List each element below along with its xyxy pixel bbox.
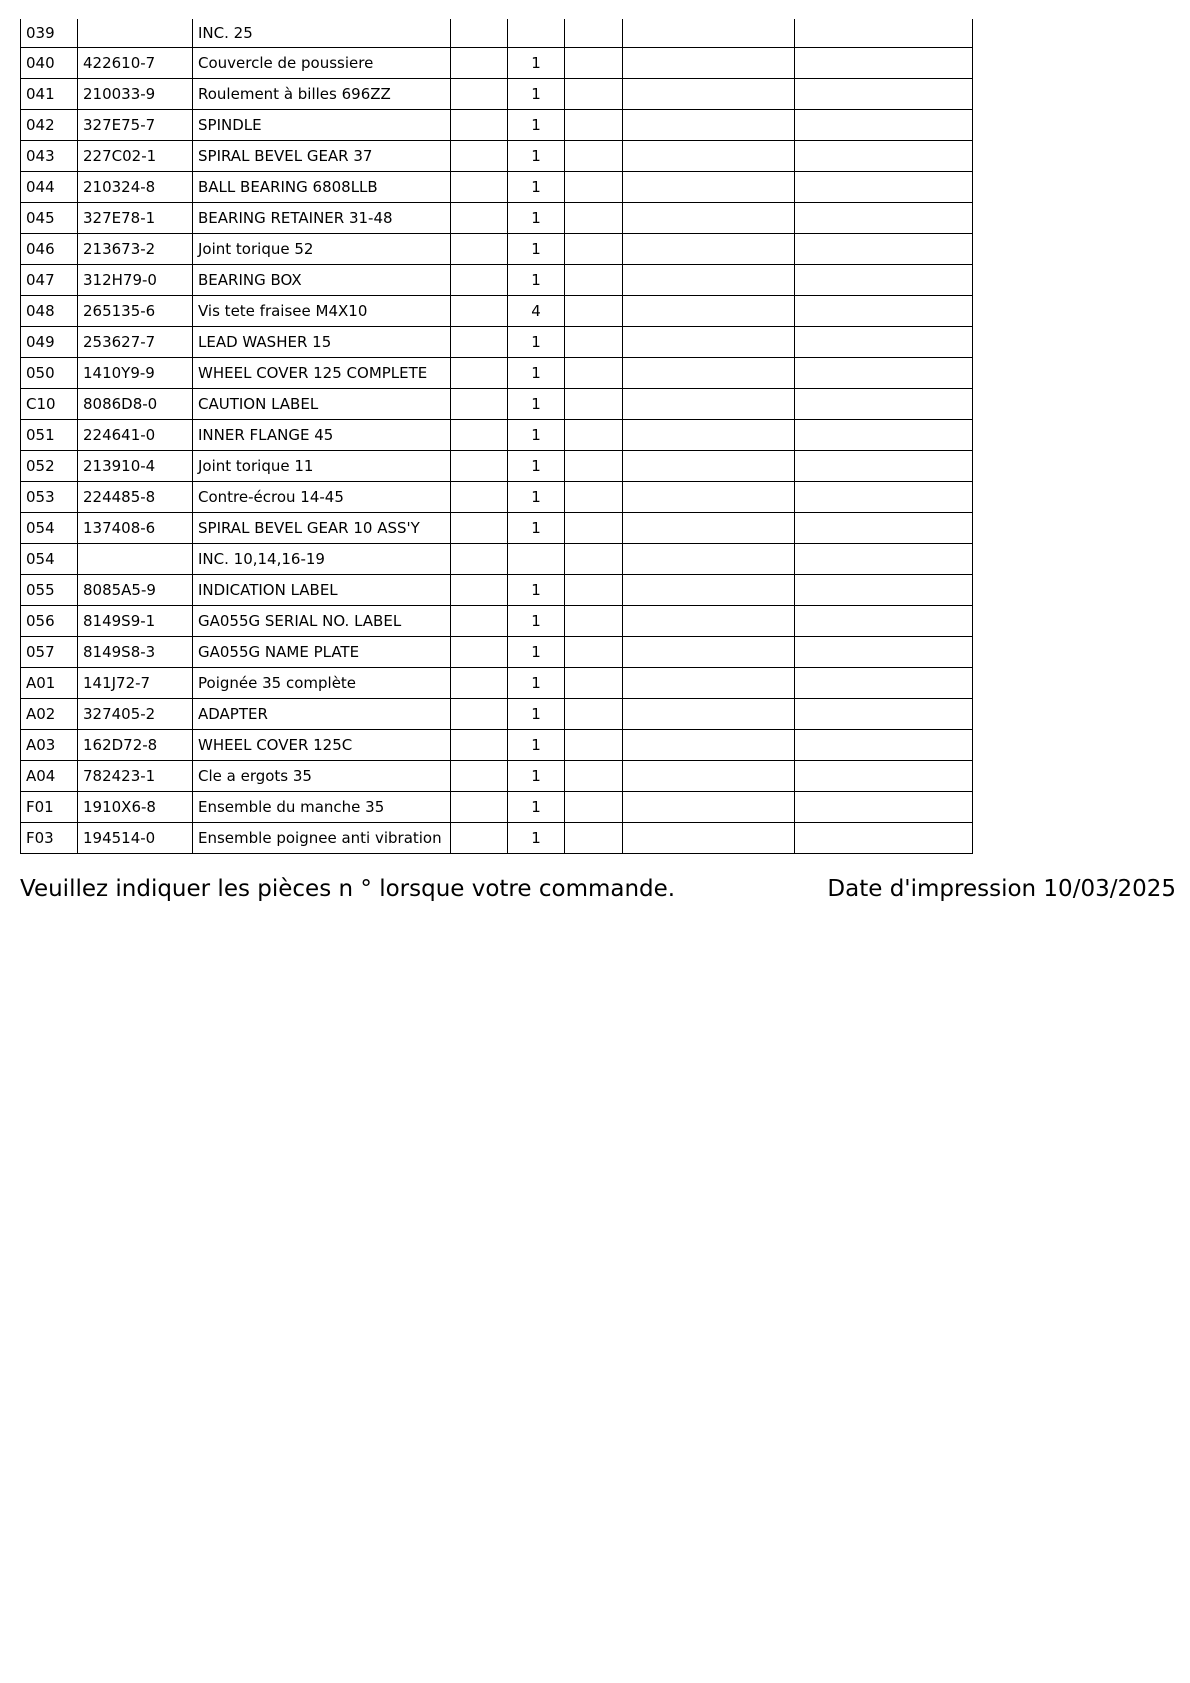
blank-cell xyxy=(565,760,623,791)
parts-table-body xyxy=(21,19,973,853)
blank-cell xyxy=(795,543,973,574)
quantity-cell: 1 xyxy=(508,357,565,388)
blank-cell xyxy=(623,171,795,202)
blank-cell xyxy=(795,791,973,822)
blank-cell xyxy=(795,760,973,791)
blank-cell xyxy=(623,47,795,78)
blank-cell xyxy=(795,47,973,78)
part-number-cell: 162D72-8 xyxy=(78,729,193,760)
blank-cell xyxy=(565,636,623,667)
table-row xyxy=(21,140,973,171)
parts-table xyxy=(20,19,973,854)
table-row xyxy=(21,109,973,140)
blank-cell xyxy=(623,264,795,295)
ref-cell: 042 xyxy=(21,109,78,140)
ref-cell: 056 xyxy=(21,605,78,636)
blank-cell xyxy=(623,78,795,109)
blank-cell xyxy=(565,140,623,171)
quantity-cell: 1 xyxy=(508,264,565,295)
description-cell: Ensemble poignee anti vibration xyxy=(193,822,451,853)
blank-cell xyxy=(623,729,795,760)
blank-cell xyxy=(451,295,508,326)
table-row xyxy=(21,419,973,450)
description-cell: Ensemble du manche 35 xyxy=(193,791,451,822)
description-cell: GA055G SERIAL NO. LABEL xyxy=(193,605,451,636)
table-row xyxy=(21,78,973,109)
blank-cell xyxy=(451,574,508,605)
blank-cell xyxy=(623,19,795,47)
description-cell: BEARING RETAINER 31-48 xyxy=(193,202,451,233)
table-row xyxy=(21,822,973,853)
description-cell: INDICATION LABEL xyxy=(193,574,451,605)
blank-cell xyxy=(565,233,623,264)
blank-cell xyxy=(451,78,508,109)
order-instruction-note: Veuillez indiquer les pièces n ° lorsque votre commande. xyxy=(20,876,676,902)
blank-cell xyxy=(565,357,623,388)
description-cell: Poignée 35 complète xyxy=(193,667,451,698)
blank-cell xyxy=(451,171,508,202)
part-number-cell: 210324-8 xyxy=(78,171,193,202)
part-number-cell: 137408-6 xyxy=(78,512,193,543)
description-cell: Joint torique 11 xyxy=(193,450,451,481)
blank-cell xyxy=(565,419,623,450)
blank-cell xyxy=(623,822,795,853)
blank-cell xyxy=(565,78,623,109)
blank-cell xyxy=(565,202,623,233)
blank-cell xyxy=(451,667,508,698)
blank-cell xyxy=(565,264,623,295)
blank-cell xyxy=(623,357,795,388)
blank-cell xyxy=(795,729,973,760)
blank-cell xyxy=(565,109,623,140)
table-row xyxy=(21,233,973,264)
part-number-cell: 194514-0 xyxy=(78,822,193,853)
part-number-cell: 327E78-1 xyxy=(78,202,193,233)
blank-cell xyxy=(451,636,508,667)
ref-cell: 055 xyxy=(21,574,78,605)
blank-cell xyxy=(795,140,973,171)
blank-cell xyxy=(565,698,623,729)
part-number-cell: 224641-0 xyxy=(78,419,193,450)
table-row xyxy=(21,667,973,698)
blank-cell xyxy=(565,729,623,760)
description-cell: ADAPTER xyxy=(193,698,451,729)
ref-cell: 049 xyxy=(21,326,78,357)
blank-cell xyxy=(623,636,795,667)
table-row xyxy=(21,47,973,78)
ref-cell: F03 xyxy=(21,822,78,853)
table-row xyxy=(21,698,973,729)
blank-cell xyxy=(795,109,973,140)
ref-cell: 054 xyxy=(21,543,78,574)
blank-cell xyxy=(565,574,623,605)
quantity-cell: 1 xyxy=(508,388,565,419)
blank-cell xyxy=(623,698,795,729)
part-number-cell: 327E75-7 xyxy=(78,109,193,140)
table-row xyxy=(21,388,973,419)
part-number-cell: 213673-2 xyxy=(78,233,193,264)
blank-cell xyxy=(565,543,623,574)
blank-cell xyxy=(451,450,508,481)
blank-cell xyxy=(565,450,623,481)
blank-cell xyxy=(795,233,973,264)
blank-cell xyxy=(451,264,508,295)
quantity-cell: 1 xyxy=(508,636,565,667)
blank-cell xyxy=(795,357,973,388)
ref-cell: 043 xyxy=(21,140,78,171)
blank-cell xyxy=(565,295,623,326)
blank-cell xyxy=(451,388,508,419)
quantity-cell: 1 xyxy=(508,233,565,264)
part-number-cell: 8149S9-1 xyxy=(78,605,193,636)
quantity-cell: 1 xyxy=(508,698,565,729)
ref-cell: 054 xyxy=(21,512,78,543)
blank-cell xyxy=(451,822,508,853)
blank-cell xyxy=(623,605,795,636)
blank-cell xyxy=(565,822,623,853)
description-cell: INC. 10,14,16-19 xyxy=(193,543,451,574)
blank-cell xyxy=(623,140,795,171)
table-row xyxy=(21,264,973,295)
blank-cell xyxy=(795,388,973,419)
table-row xyxy=(21,605,973,636)
blank-cell xyxy=(565,512,623,543)
print-date: Date d'impression 10/03/2025 xyxy=(827,876,1176,902)
description-cell: LEAD WASHER 15 xyxy=(193,326,451,357)
blank-cell xyxy=(623,574,795,605)
part-number-cell xyxy=(78,19,193,47)
blank-cell xyxy=(451,109,508,140)
quantity-cell: 1 xyxy=(508,171,565,202)
description-cell: BEARING BOX xyxy=(193,264,451,295)
ref-cell: F01 xyxy=(21,791,78,822)
blank-cell xyxy=(451,47,508,78)
quantity-cell xyxy=(508,19,565,47)
table-row xyxy=(21,326,973,357)
blank-cell xyxy=(565,791,623,822)
blank-cell xyxy=(795,667,973,698)
blank-cell xyxy=(795,19,973,47)
table-row xyxy=(21,481,973,512)
description-cell: SPIRAL BEVEL GEAR 37 xyxy=(193,140,451,171)
blank-cell xyxy=(451,233,508,264)
part-number-cell: 327405-2 xyxy=(78,698,193,729)
ref-cell: A01 xyxy=(21,667,78,698)
blank-cell xyxy=(451,481,508,512)
blank-cell xyxy=(451,19,508,47)
quantity-cell: 1 xyxy=(508,605,565,636)
blank-cell xyxy=(451,729,508,760)
description-cell: Cle a ergots 35 xyxy=(193,760,451,791)
description-cell: INNER FLANGE 45 xyxy=(193,419,451,450)
blank-cell xyxy=(623,326,795,357)
blank-cell xyxy=(565,388,623,419)
blank-cell xyxy=(565,47,623,78)
quantity-cell: 4 xyxy=(508,295,565,326)
table-row xyxy=(21,543,973,574)
blank-cell xyxy=(795,264,973,295)
part-number-cell: 1910X6-8 xyxy=(78,791,193,822)
description-cell: BALL BEARING 6808LLB xyxy=(193,171,451,202)
blank-cell xyxy=(451,791,508,822)
blank-cell xyxy=(451,760,508,791)
part-number-cell xyxy=(78,543,193,574)
quantity-cell: 1 xyxy=(508,760,565,791)
quantity-cell: 1 xyxy=(508,419,565,450)
ref-cell: 053 xyxy=(21,481,78,512)
blank-cell xyxy=(623,233,795,264)
blank-cell xyxy=(451,140,508,171)
description-cell: WHEEL COVER 125C xyxy=(193,729,451,760)
part-number-cell: 8149S8-3 xyxy=(78,636,193,667)
quantity-cell: 1 xyxy=(508,667,565,698)
blank-cell xyxy=(795,822,973,853)
description-cell: SPINDLE xyxy=(193,109,451,140)
ref-cell: 048 xyxy=(21,295,78,326)
quantity-cell: 1 xyxy=(508,822,565,853)
quantity-cell: 1 xyxy=(508,140,565,171)
description-cell: Couvercle de poussiere xyxy=(193,47,451,78)
blank-cell xyxy=(565,326,623,357)
description-cell: Contre-écrou 14-45 xyxy=(193,481,451,512)
ref-cell: 057 xyxy=(21,636,78,667)
blank-cell xyxy=(623,419,795,450)
quantity-cell: 1 xyxy=(508,450,565,481)
ref-cell: A04 xyxy=(21,760,78,791)
blank-cell xyxy=(451,512,508,543)
blank-cell xyxy=(451,543,508,574)
blank-cell xyxy=(623,512,795,543)
quantity-cell: 1 xyxy=(508,729,565,760)
quantity-cell xyxy=(508,543,565,574)
blank-cell xyxy=(451,698,508,729)
part-number-cell: 265135-6 xyxy=(78,295,193,326)
ref-cell: 051 xyxy=(21,419,78,450)
ref-cell: 044 xyxy=(21,171,78,202)
blank-cell xyxy=(565,19,623,47)
description-cell: WHEEL COVER 125 COMPLETE xyxy=(193,357,451,388)
blank-cell xyxy=(795,512,973,543)
part-number-cell: 227C02-1 xyxy=(78,140,193,171)
ref-cell: C10 xyxy=(21,388,78,419)
blank-cell xyxy=(795,450,973,481)
blank-cell xyxy=(795,419,973,450)
description-cell: INC. 25 xyxy=(193,19,451,47)
blank-cell xyxy=(565,171,623,202)
blank-cell xyxy=(623,760,795,791)
table-row xyxy=(21,512,973,543)
blank-cell xyxy=(565,605,623,636)
quantity-cell: 1 xyxy=(508,481,565,512)
part-number-cell: 422610-7 xyxy=(78,47,193,78)
blank-cell xyxy=(623,791,795,822)
part-number-cell: 8085A5-9 xyxy=(78,574,193,605)
blank-cell xyxy=(623,481,795,512)
ref-cell: 050 xyxy=(21,357,78,388)
blank-cell xyxy=(623,202,795,233)
ref-cell: 040 xyxy=(21,47,78,78)
part-number-cell: 1410Y9-9 xyxy=(78,357,193,388)
ref-cell: 047 xyxy=(21,264,78,295)
table-row xyxy=(21,760,973,791)
table-row xyxy=(21,729,973,760)
ref-cell: 041 xyxy=(21,78,78,109)
blank-cell xyxy=(795,171,973,202)
table-row xyxy=(21,357,973,388)
part-number-cell: 312H79-0 xyxy=(78,264,193,295)
table-row xyxy=(21,295,973,326)
description-cell: CAUTION LABEL xyxy=(193,388,451,419)
quantity-cell: 1 xyxy=(508,512,565,543)
blank-cell xyxy=(451,419,508,450)
table-row xyxy=(21,791,973,822)
blank-cell xyxy=(795,636,973,667)
quantity-cell: 1 xyxy=(508,574,565,605)
blank-cell xyxy=(795,605,973,636)
quantity-cell: 1 xyxy=(508,109,565,140)
quantity-cell: 1 xyxy=(508,47,565,78)
table-row xyxy=(21,450,973,481)
blank-cell xyxy=(623,388,795,419)
table-row xyxy=(21,202,973,233)
blank-cell xyxy=(795,698,973,729)
blank-cell xyxy=(623,450,795,481)
part-number-cell: 253627-7 xyxy=(78,326,193,357)
ref-cell: A03 xyxy=(21,729,78,760)
table-row xyxy=(21,574,973,605)
quantity-cell: 1 xyxy=(508,791,565,822)
ref-cell: 039 xyxy=(21,19,78,47)
blank-cell xyxy=(451,202,508,233)
blank-cell xyxy=(623,109,795,140)
table-row xyxy=(21,636,973,667)
quantity-cell: 1 xyxy=(508,78,565,109)
blank-cell xyxy=(451,357,508,388)
blank-cell xyxy=(795,574,973,605)
ref-cell: A02 xyxy=(21,698,78,729)
description-cell: Joint torique 52 xyxy=(193,233,451,264)
table-row xyxy=(21,19,973,47)
part-number-cell: 210033-9 xyxy=(78,78,193,109)
ref-cell: 045 xyxy=(21,202,78,233)
blank-cell xyxy=(795,326,973,357)
table-row xyxy=(21,171,973,202)
blank-cell xyxy=(451,326,508,357)
blank-cell xyxy=(565,667,623,698)
quantity-cell: 1 xyxy=(508,326,565,357)
ref-cell: 052 xyxy=(21,450,78,481)
quantity-cell: 1 xyxy=(508,202,565,233)
description-cell: Vis tete fraisee M4X10 xyxy=(193,295,451,326)
description-cell: Roulement à billes 696ZZ xyxy=(193,78,451,109)
part-number-cell: 141J72-7 xyxy=(78,667,193,698)
blank-cell xyxy=(623,295,795,326)
blank-cell xyxy=(623,667,795,698)
blank-cell xyxy=(795,481,973,512)
part-number-cell: 782423-1 xyxy=(78,760,193,791)
part-number-cell: 224485-8 xyxy=(78,481,193,512)
blank-cell xyxy=(795,295,973,326)
description-cell: SPIRAL BEVEL GEAR 10 ASS'Y xyxy=(193,512,451,543)
blank-cell xyxy=(795,78,973,109)
blank-cell xyxy=(565,481,623,512)
blank-cell xyxy=(795,202,973,233)
ref-cell: 046 xyxy=(21,233,78,264)
description-cell: GA055G NAME PLATE xyxy=(193,636,451,667)
blank-cell xyxy=(623,543,795,574)
part-number-cell: 213910-4 xyxy=(78,450,193,481)
blank-cell xyxy=(451,605,508,636)
part-number-cell: 8086D8-0 xyxy=(78,388,193,419)
